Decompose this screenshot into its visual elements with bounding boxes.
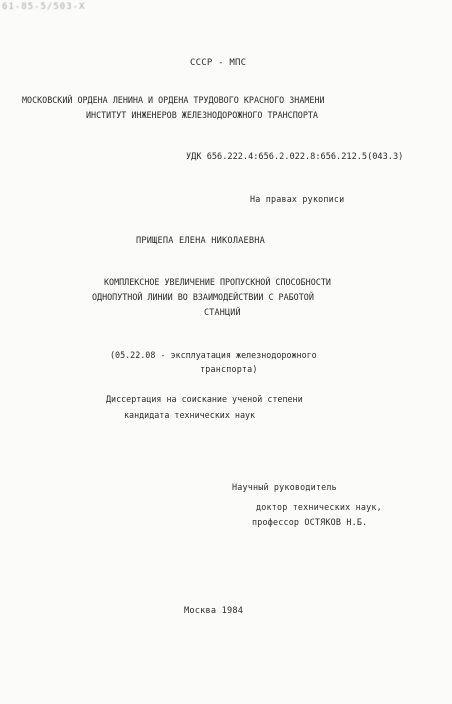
place-year: Москва 1984 bbox=[184, 606, 244, 616]
specialty-line-2: транспорта) bbox=[200, 364, 258, 374]
udc-code: УДК 656.222.4:656.2.022.8:656.212.5(043.3) bbox=[186, 152, 404, 162]
title-line-1: КОМПЛЕКСНОЕ УВЕЛИЧЕНИЕ ПРОПУСКНОЙ СПОСОБНОСТИ bbox=[104, 277, 331, 287]
org-line: СССР - МПС bbox=[190, 58, 247, 68]
title-line-3: СТАНЦИЙ bbox=[204, 307, 241, 317]
archive-stamp: 61-85-5/503-X bbox=[2, 2, 86, 12]
dissertation-line-1: Диссертация на соискание ученой степени bbox=[106, 394, 303, 404]
supervisor-degree: доктор технических наук, bbox=[256, 502, 382, 512]
dissertation-line-2: кандидата технических наук bbox=[124, 410, 256, 420]
specialty-line-1: (05.22.08 - эксплуатация железнодорожного bbox=[110, 350, 317, 360]
supervisor-label: Научный руководитель bbox=[232, 482, 337, 492]
supervisor-name: профессор ОСТЯКОВ Н.Б. bbox=[252, 517, 368, 527]
institute-line-1: МОСКОВСКИЙ ОРДЕНА ЛЕНИНА И ОРДЕНА ТРУДОВОГО КРАСНОГО ЗНАМЕНИ bbox=[22, 95, 325, 105]
author-name: ПРИЩЕПА ЕЛЕНА НИКОЛАЕВНА bbox=[136, 236, 265, 246]
title-line-2: ОДНОПУТНОЙ ЛИНИИ ВО ВЗАИМОДЕЙСТВИИ С РАБОТОЙ bbox=[92, 292, 314, 302]
institute-line-2: ИНСТИТУТ ИНЖЕНЕРОВ ЖЕЛЕЗНОДОРОЖНОГО ТРАНСПОРТА bbox=[86, 110, 318, 120]
manuscript-rights: На правах рукописи bbox=[250, 194, 345, 204]
